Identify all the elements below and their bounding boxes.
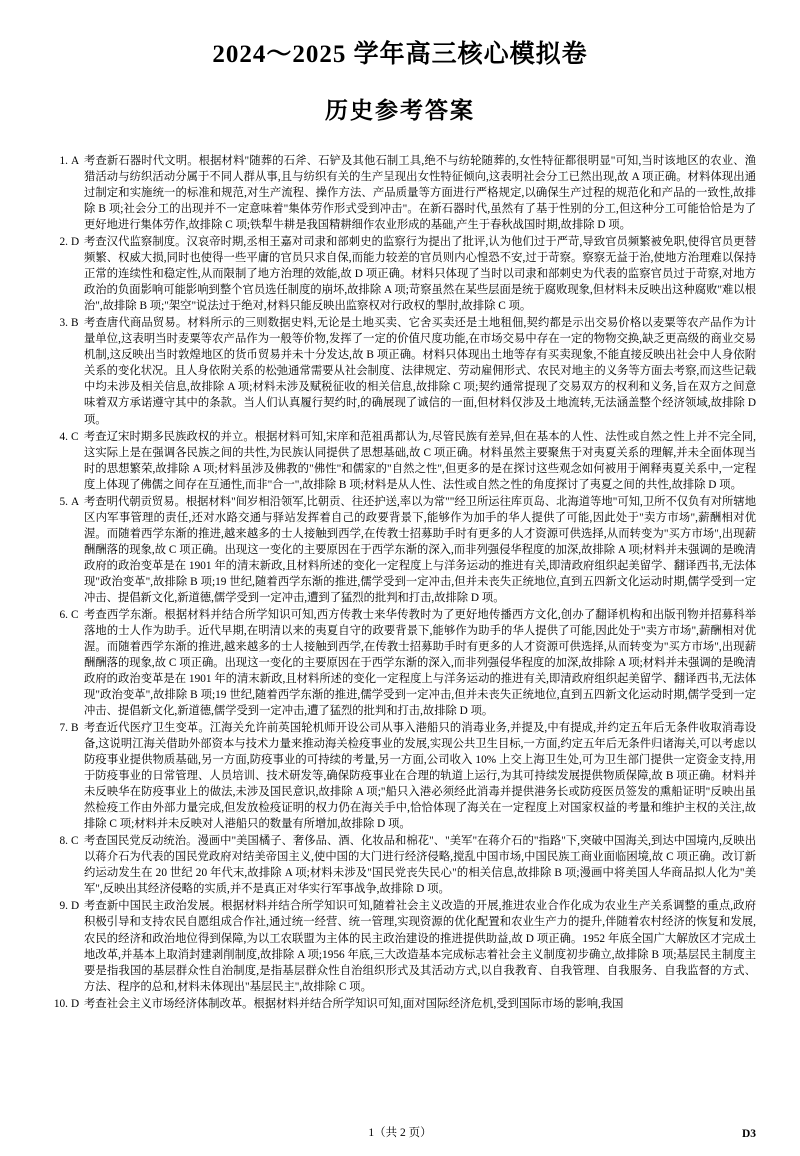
answer-number: 1. bbox=[59, 155, 68, 167]
answer-number: 4. bbox=[59, 430, 68, 443]
answer-choice: A bbox=[71, 495, 80, 508]
answer-choice: C bbox=[71, 608, 79, 621]
answer-number: 5. bbox=[59, 495, 68, 508]
answer-explanation: 考查社会主义市场经济体制改革。根据材料并结合所学知识可知,面对国际经济危机,受到国际市场的影响,我国 bbox=[84, 997, 624, 1010]
answer-item bbox=[44, 720, 756, 832]
answer-number: 2. bbox=[59, 236, 68, 249]
answer-item bbox=[44, 315, 756, 427]
answer-number: 10. bbox=[53, 997, 68, 1010]
answer-choice: D bbox=[71, 997, 80, 1010]
answer-explanation: 考查汉代监察制度。汉哀帝时期,丞相王嘉对司隶和部刺史的监察行为提出了批评,认为他们过于严苛,导致官员频繁被免职,使得官员更替频繁、权威大损,同时也使得一些平庸的官员只求自保,而能力较差的官员则内心惶恐不安,过于苛察。察察无益于治,使地方治理难以保持正常的连续性和稳定性,从而限制了地方治理的效能,故 D 项正确。材料只体现了当时以司隶和部刺史为代表的监察官员过于苛察,对地方政治的负面影响可能影响到整个官员选任制度的崩坏,故排除 A 项;苛察虽然在某些层面是统于腐败现象,但材料未反映出这种腐败"难以根治",故排除 B 项;"架空"说法过于绝对,材料只能反映出监察权对行政权的掣肘,故排除 C 项。 bbox=[84, 236, 756, 313]
paper-code: D3 bbox=[741, 1128, 756, 1140]
answer-choice: B bbox=[71, 317, 79, 330]
answer-number: 9. bbox=[59, 900, 68, 913]
answer-choice: C bbox=[71, 430, 79, 443]
page-title: 2024～2025 学年高三核心模拟卷 bbox=[212, 41, 588, 68]
answer-sheet-page bbox=[0, 34, 800, 1156]
answer-explanation: 考查新中国民主政治发展。根据材料并结合所学知识可知,随着社会主义改造的开展,推进农业合作化成为农业生产关系调整的重点,政府积极引导和支持农民自愿组成合作社,通过统一经营、统一管理,实现资源的优化配置和农业生产力的提升,伴随着农村经济的恢复和发展,农民的经济和政治地位得到保障,为以工农联盟为主体的民主政治建设的推进提供助益,故 D 项正确。1952 年底全国广大解放区才完成土地改革,并基本上取消封建剥削制度,故排除 A 项;1956 年底,三大改造基本完成标志着社会主义制度初步确立,故排除 B 项;基层民主制度主要是指我国的基层群众性自治制度,是指基层群众性自治组织形式及其活动方式,以自我教育、自我管理、自我服务、自我监督的方式、方法、程序的总和,材料未体现出"基层民主",故排除 C 项。 bbox=[84, 900, 756, 993]
answer-item bbox=[44, 234, 756, 314]
answer-list bbox=[44, 151, 756, 1012]
answer-item bbox=[44, 429, 756, 493]
answer-explanation: 考查国民党反动统治。漫画中"美国橘子、奢侈品、酒、化妆品和棉花"、"美军"在蒋介石的"指路"下,突破中国海关,到达中国境内,反映出以蒋介石为代表的国民党政府对结美帝国主义,使中国的大门进行经济侵略,搅乱中国市场,中国民族工商业面临困境,故 C 项正确。改订新约运动发生在 20 世纪 20 年代末,故排除 A 项;材料未涉及"国民党丧失民心"的相关信息,故排除 B 项;漫画中将美国人华商品拟人化为"美军",反映出其经济侵略的实质,并不是真正对华实行军事战争,故排除 D 项。 bbox=[84, 835, 756, 896]
answer-number: 7. bbox=[59, 722, 68, 735]
answer-choice: B bbox=[71, 722, 79, 735]
answer-item bbox=[44, 607, 756, 719]
answer-choice: D bbox=[71, 900, 80, 913]
answer-choice: A bbox=[71, 155, 80, 167]
answer-number: 8. bbox=[59, 835, 68, 848]
page-number: 1（共 2 页） bbox=[368, 1127, 432, 1139]
answer-item bbox=[44, 996, 756, 1012]
answer-number: 3. bbox=[59, 317, 68, 330]
answer-item bbox=[44, 494, 756, 606]
answer-number: 6. bbox=[59, 608, 68, 621]
page-subtitle: 历史参考答案 bbox=[325, 98, 475, 123]
answer-explanation: 考查近代医疗卫生变革。江海关允许前英国轮机师开设公司从事入港船只的消毒业务,并提及,中有提成,并约定五年后无条件收取消毒设备,这说明江海关借助外部资本与技术力量来推动海关检疫事业的发展,实现公共卫生目标,一方面,约定五年后无条件归诸海关,可以考虑以防疫事业提供物质基础,另一方面,防疫事业的可持续的考量,另一方面,公司收入 10% 上交上海卫生处,可为卫生部门提供一定资金支持,用于防疫事业的日常管理、人员培训、技术研发等,确保防疫事业在合理的轨道上运行,为其可持续发展提供物质保障,故 B 项正确。材料并未反映华在防疫事业上的做法,未涉及国民意识,故排除 A 项;"船只入港必须经此消毒并提供港务长或防疫医员签发的熏船证明"反映出虽然检疫工作由外部力量完成,但发放检疫证明的权力仍在海关手中,恰恰体现了海关在一定程度上对国家权益的考量和维护主权的关注,故排除 C 项;材料并未反映对人港船只的数量有所增加,故排除 D 项。 bbox=[84, 722, 756, 831]
answer-item bbox=[44, 898, 756, 994]
answer-choice: C bbox=[71, 835, 79, 848]
page-footer bbox=[0, 1128, 800, 1140]
answer-explanation: 考查唐代商品贸易。材料所示的三则数据史料,无论是土地买卖、它舍买卖还是土地租佃,契约都是示出交易价格以麦粟等农产品作为计量单位,这表明当时麦粟等农产品作为一般等价物,发挥了一定的价值尺度功能,在市场交易中存在一定的物物交换,缺乏更高级的商业交易机制,这反映出当时敦煌地区的货币贸易并未十分发达,故 B 项正确。材料只体现出土地等存有买卖现象,不能直接反映出社会中人身依附关系的变化状况。且人身依附关系的松弛通常需要从社会制度、法律规定、劳动雇佣形式、农民对地主的义务等方面去考察,而这些记载中均未涉及相关信息,故排除 A 项;材料未涉及赋税征收的相关信息,故排除 C 项;契约通常提现了交易双方的权利和义务,旨在双方之间意味着双方承诺遵守其中的条款。当人们认真履行契约时,的确展现了诚信的一面,但材料仅涉及土地流转,无法涵盖整个经济领域,故排除 D 项。 bbox=[84, 317, 756, 426]
answer-explanation: 考查西学东渐。根据材料并结合所学知识可知,西方传教士来华传教时为了更好地传播西方文化,创办了翻译机构和出版刊物并招募科举落地的士人作为助手。近代早期,在明清以来的夷夏自守的政要背景下,能够作为助手的华人提供了可能,因此处于"卖方市场",薪酬相对优渥。而随着西学东渐的推进,越来越多的士人接触到西学,在传教士招募助手时有更多的人才资源可供选择,从而转变为"买方市场",出现薪酬酬落的现象,故 C 项正确。出现这一变化的主要原因在于西学东渐的深入,而非列强侵华程度的加深,故排除 A 项;材料并未强调的是晚清政府的政治变革是在 1901 年的清末新政,且材料所述的变化一定程度上与洋务运动的推进有关,即清政府组织起美留学、翻译西书,无法体现"政治变革",故排除 B 项;19 世纪,随着西学东渐的推进,儒学受到一定冲击,但并未丧失正统地位,直到五四新文化运动时期,儒学受到一定冲击、提倡新文化,新道德,儒学受到一定冲击,遭了猛烈的批判和打击,故排除 D 项。 bbox=[84, 608, 756, 718]
answer-explanation: 考查辽宋时期多民族政权的并立。根据材料可知,宋庠和范祖禹都认为,尽管民族有差异,但在基本的人性、法性或自然之性上并不完全同,这实际上是在强调各民族之间的共性,为民族认同提供了思想基础,故 C 项正确。材料虽然主要聚焦于对夷夏关系的理解,并未全面体现当时的思想繁荣,故排除 A 项;材料虽涉及佛教的"佛性"和儒家的"自然之性",但更多的是在探讨这些观念如何被用于阐释夷夏关系中,一定程度上体现了佛儒之间存在互通性,而非"合一",故排除 B 项;材料是从人性、法性或自然之性的角度探讨了夷夏之间的共性,故排除 D 项。 bbox=[84, 430, 756, 491]
answer-item bbox=[44, 833, 756, 897]
answer-explanation: 考查明代朝贡贸易。根据材料"间岁相沿领军,比朝贡、往还护送,率以为常""经卫所运往库页岛、北海道等地"可知,卫所不仅负有对所辖地区内军事管理的责任,还对水路交通与驿站发挥着自己的政要背景下,能够作为加手的华人提供了可能,因此处于"卖方市场",薪酬相对优渥。而随着西学东渐的推进,越来越多的士人接触到西学,在传教士招募助手时有更多的人才资源可供选择,从而转变为"买方市场",出现薪酬酬落的现象,故 C 项正确。出现这一变化的主要原因在于西学东渐的深入,而非列强侵华程度的加深,故排除 A 项;材料并未强调的是晚清政府的政治变革是在 1901 年的清末新政,且材料所述的变化一定程度上与洋务运动的推进有关,即清政府组织起美留学、翻译西书,无法体现"政治变革",故排除 B 项;19 世纪,随着西学东渐的推进,儒学受到一定冲击,但并未丧失正统地位,直到五四新文化运动时期,儒学受到一定冲击、提倡新文化,新道德,儒学受到一定冲击,遭到了猛烈的批判和打击,故排除 D 项。 bbox=[84, 495, 756, 604]
answer-choice: D bbox=[71, 236, 80, 249]
answer-explanation: 考查新石器时代文明。根据材料"随葬的石斧、石铲及其他石制工具,绝不与纺轮随葬的,女性特征都很明显"可知,当时该地区的农业、渔猎活动与纺织活动分属于不同人群从事,且与纺织有关的生产呈现出女性特征倾向,这表明社会分工已然出现,故 A 项正确。材料体现出通过制定和实施统一的标准和规范,对生产流程、操作方法、产品质量等方面进行严格规定,以确保生产过程的规范化和产品的一致性,故排除 B 项;社会分工的出现并不一定意味着"集体劳作形式受到冲击"。在新石器时代,虽然有了基于性别的分工,但这种分工可能恰恰是为了更好地进行集体劳作,故排除 C 项;铁犁牛耕是我国精耕细作农业形成的基础,产生于春秋战国时期,故排除 D 项。 bbox=[84, 155, 756, 232]
answer-item bbox=[44, 151, 756, 233]
